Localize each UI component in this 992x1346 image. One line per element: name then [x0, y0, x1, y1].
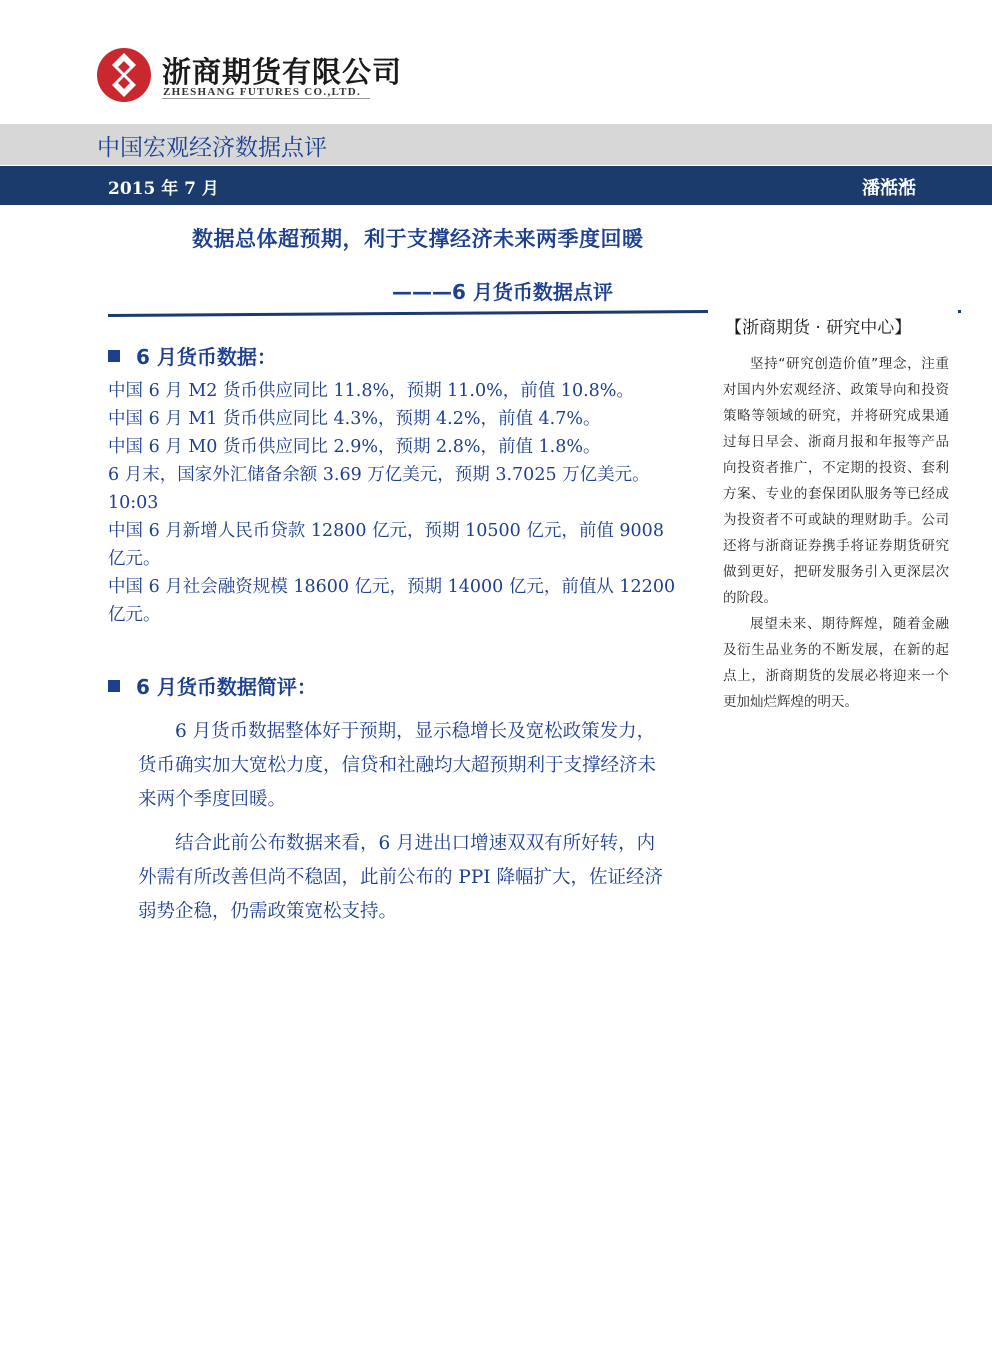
data-line: 6 月末，国家外汇储备余额 3.69 万亿美元，预期 3.7025 万亿美元。 — [108, 465, 650, 485]
commentary-paragraph: 6 月货币数据整体好于预期，显示稳增长及宽松政策发力，货币确实加大宽松力度，信贷和社融均大超预期利于支撑经济未来两个季度回暖。 — [138, 721, 657, 810]
square-bullet-icon — [108, 350, 120, 362]
data-line: 亿元。 — [108, 605, 161, 625]
data-line: 中国 6 月新增人民币贷款 12800 亿元，预期 10500 亿元，前值 9008 — [108, 521, 664, 541]
data-line: 10:03 — [108, 493, 159, 513]
sidebar-paragraph: 坚持“研究创造价值”理念，注重对国内外宏观经济、政策导向和投资策略等领域的研究，并将研究成果通过每日早会、浙商月报和年报等产品向投资者推广，不定期的投资、套利方案、专业的套保团队服务等已经成为投资者不可或缺的理财助手。公司还将与浙商证券携手将证券期货研究做到更好，把研发服务引入更深层次的阶段。 — [723, 356, 949, 606]
title-divider — [108, 310, 708, 317]
data-line: 中国 6 月 M2 货币供应同比 11.8%，预期 11.0%，前值 10.8%。 — [108, 381, 634, 401]
commentary-paragraph: 结合此前公布数据来看，6 月进出口增速双双有所好转，内外需有所改善但尚不稳固，此前公布的 PPI 降幅扩大，佐证经济弱势企稳，仍需政策宽松支持。 — [138, 833, 663, 922]
sidebar-marker — [958, 310, 961, 313]
data-line: 中国 6 月 M1 货币供应同比 4.3%，预期 4.2%，前值 4.7%。 — [108, 409, 601, 429]
commentary-body — [138, 715, 668, 929]
company-name-en: ZHESHANG FUTURES CO.,LTD. — [163, 86, 362, 98]
sidebar-title: 【浙商期货 · 研究中心】 — [725, 318, 912, 338]
section-heading-commentary: 6 月货币数据简评： — [108, 671, 317, 700]
company-underline — [162, 98, 370, 99]
report-date: 2015 年 7 月 — [108, 179, 219, 199]
subtitle: ———6 月货币数据点评 — [392, 280, 613, 304]
monetary-data-list — [108, 377, 675, 629]
main-title: 数据总体超预期，利于支撑经济未来两季度回暖 — [192, 227, 644, 251]
company-name-cn: 浙商期货有限公司 — [162, 55, 403, 89]
square-bullet-icon — [108, 680, 120, 692]
data-line: 中国 6 月社会融资规模 18600 亿元，预期 14000 亿元，前值从 12200 — [108, 577, 676, 597]
sidebar-paragraph: 展望未来、期待辉煌，随着金融及衍生品业务的不断发展，在新的起点上，浙商期货的发展必将迎来一个更加灿烂辉煌的明天。 — [723, 616, 949, 710]
section-heading-monetary-data: 6 月货币数据： — [108, 341, 277, 370]
zheshang-logo-icon — [96, 47, 152, 103]
data-line: 中国 6 月 M0 货币供应同比 2.9%，预期 2.8%，前值 1.8%。 — [108, 437, 601, 457]
data-line: 亿元。 — [108, 549, 161, 569]
author-name: 潘湉湉 — [862, 178, 916, 199]
report-type: 中国宏观经济数据点评 — [97, 135, 327, 161]
